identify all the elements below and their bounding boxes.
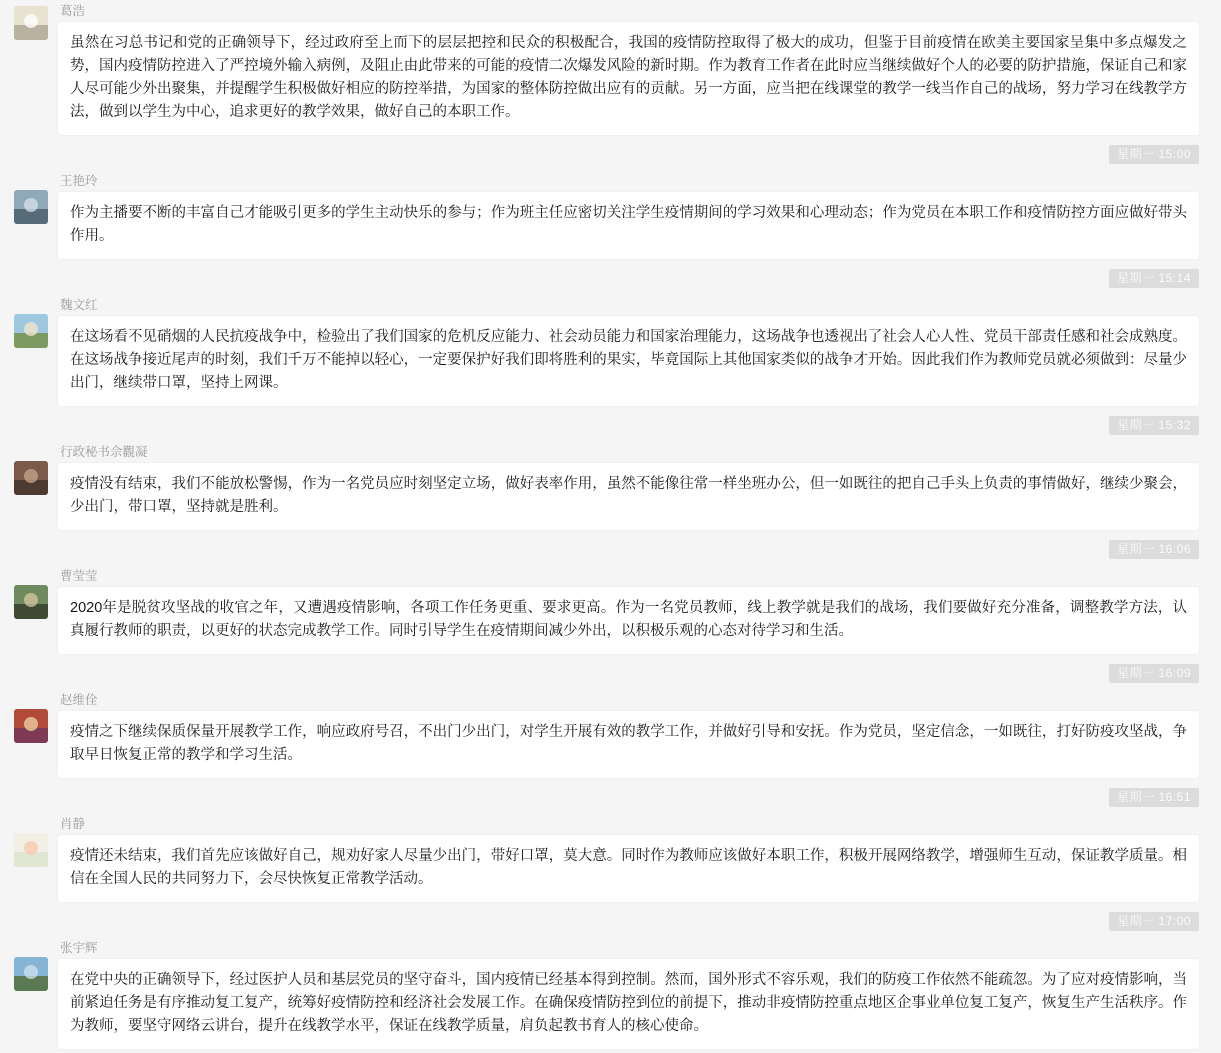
- avatar-highlight: [24, 14, 38, 28]
- message-body: [58, 693, 1199, 778]
- message-bubble[interactable]: 作为主播要不断的丰富自己才能吸引更多的学生主动快乐的参与；作为班主任应密切关注学生疫情期间的学习效果和心理动态；作为党员在本职工作和疫情防控方面应做好带头作用。: [58, 192, 1199, 259]
- message-bubble[interactable]: 2020年是脱贫攻坚战的收官之年，又遭遇疫情影响，各项工作任务更重、要求更高。作为一名党员教师，线上教学就是我们的战场，我们要做好充分准备，调整教学方法，认真履行教师的职责，以更好的状态完成教学工作。同时引导学生在疫情期间减少外出，以积极乐观的心态对待学习和生活。: [58, 587, 1199, 654]
- chat-message: [0, 565, 1221, 658]
- timestamp-row: [0, 410, 1221, 441]
- avatar-highlight: [24, 965, 38, 979]
- chat-message: [0, 937, 1221, 1053]
- message-timestamp: 星期一 16:06: [1109, 540, 1199, 559]
- chat-message: [0, 441, 1221, 534]
- message-bubble[interactable]: 疫情之下继续保质保量开展教学工作，响应政府号召，不出门少出门，对学生开展有效的教学工作，并做好引导和安抚。作为党员，坚定信念，一如既往，打好防疫攻坚战，争取早日恢复正常的教学和学习生活。: [58, 711, 1199, 778]
- message-timestamp: 星期一 15:14: [1109, 269, 1199, 288]
- avatar-highlight: [24, 841, 38, 855]
- message-body: [58, 298, 1199, 406]
- avatar[interactable]: [14, 585, 48, 619]
- avatar[interactable]: [14, 709, 48, 743]
- sender-name: 葛浩: [60, 4, 86, 18]
- message-body: [58, 817, 1199, 902]
- avatar[interactable]: [14, 190, 48, 224]
- avatar[interactable]: [14, 461, 48, 495]
- sender-name: 王艳玲: [60, 174, 98, 188]
- message-bubble[interactable]: 虽然在习总书记和党的正确领导下，经过政府至上而下的层层把控和民众的积极配合，我国的疫情防控取得了极大的成功，但鉴于目前疫情在欧美主要国家呈集中多点爆发之势，国内疫情防控进入了严控境外输入病例，及阻止由此带来的可能的疫情二次爆发风险的新时期。作为教育工作者在此时应当继续做好个人的必要的防护措施，保证自己和家人尽可能少外出聚集，并提醒学生积极做好相应的防控举措，为国家的整体防控做出应有的贡献。另一方面，应当把在线课堂的教学一线当作自己的战场，努力学习在线教学方法，做到以学生为中心，追求更好的教学效果，做好自己的本职工作。: [58, 22, 1199, 135]
- message-timestamp: 星期一 15:32: [1109, 416, 1199, 435]
- sender-name: 曹莹莹: [60, 569, 98, 583]
- avatar-highlight: [24, 198, 38, 212]
- message-bubble[interactable]: 疫情没有结束，我们不能放松警惕，作为一名党员应时刻坚定立场，做好表率作用，虽然不能像往常一样坐班办公，但一如既往的把自己手头上负责的事情做好，继续少聚会，少出门，带口罩，坚持就是胜利。: [58, 463, 1199, 530]
- message-bubble[interactable]: 疫情还未结束，我们首先应该做好自己，规劝好家人尽量少出门，带好口罩，莫大意。同时作为教师应该做好本职工作，积极开展网络教学，增强师生互动，保证教学质量。相信在全国人民的共同努力下，会尽快恢复正常教学活动。: [58, 835, 1199, 902]
- timestamp-row: [0, 534, 1221, 565]
- timestamp-row: [0, 782, 1221, 813]
- sender-name: 行政秘书佘觀凝: [60, 445, 148, 459]
- chat-message: [0, 813, 1221, 906]
- chat-message: [0, 294, 1221, 410]
- message-bubble[interactable]: 在党中央的正确领导下，经过医护人员和基层党员的坚守奋斗，国内疫情已经基本得到控制。然而，国外形式不容乐观，我们的防疫工作依然不能疏忽。为了应对疫情影响，当前紧迫任务是有序推动复工复产，统筹好疫情防控和经济社会发展工作。在确保疫情防控到位的前提下，推动非疫情防控重点地区企事业单位复工复产，恢复生产生活秩序。作为教师，要坚守网络云讲台，提升在线教学水平，保证在线教学质量，肩负起教书育人的核心使命。: [58, 959, 1199, 1049]
- timestamp-row: [0, 906, 1221, 937]
- message-body: [58, 569, 1199, 654]
- avatar-highlight: [24, 322, 38, 336]
- timestamp-row: [0, 263, 1221, 294]
- avatar-highlight: [24, 593, 38, 607]
- chat-message: [0, 689, 1221, 782]
- timestamp-row: [0, 139, 1221, 170]
- avatar-highlight: [24, 717, 38, 731]
- avatar[interactable]: [14, 957, 48, 991]
- message-body: [58, 445, 1199, 530]
- chat-message: [0, 170, 1221, 263]
- message-timestamp: 星期一 16:09: [1109, 664, 1199, 683]
- avatar[interactable]: [14, 6, 48, 40]
- sender-name: 魏文红: [60, 298, 98, 312]
- message-bubble[interactable]: 在这场看不见硝烟的人民抗疫战争中，检验出了我们国家的危机反应能力、社会动员能力和国家治理能力，这场战争也透视出了社会人心人性、党员干部责任感和社会成熟度。在这场战争接近尾声的时刻，我们千万不能掉以轻心，一定要保护好我们即将胜利的果实，毕竟国际上其他国家类似的战争才开始。因此我们作为教师党员就必须做到：尽量少出门，继续带口罩，坚持上网课。: [58, 316, 1199, 406]
- message-body: [58, 941, 1199, 1049]
- sender-name: 张宇辉: [60, 941, 98, 955]
- sender-name: 赵维佺: [60, 693, 98, 707]
- timestamp-row: [0, 658, 1221, 689]
- message-timestamp: 星期一 16:51: [1109, 788, 1199, 807]
- avatar[interactable]: [14, 314, 48, 348]
- avatar-highlight: [24, 469, 38, 483]
- sender-name: 肖静: [60, 817, 86, 831]
- message-timestamp: 星期一 17:00: [1109, 912, 1199, 931]
- avatar[interactable]: [14, 833, 48, 867]
- message-timestamp: 星期一 15:00: [1109, 145, 1199, 164]
- message-body: [58, 174, 1199, 259]
- message-body: [58, 4, 1199, 135]
- chat-message: [0, 0, 1221, 139]
